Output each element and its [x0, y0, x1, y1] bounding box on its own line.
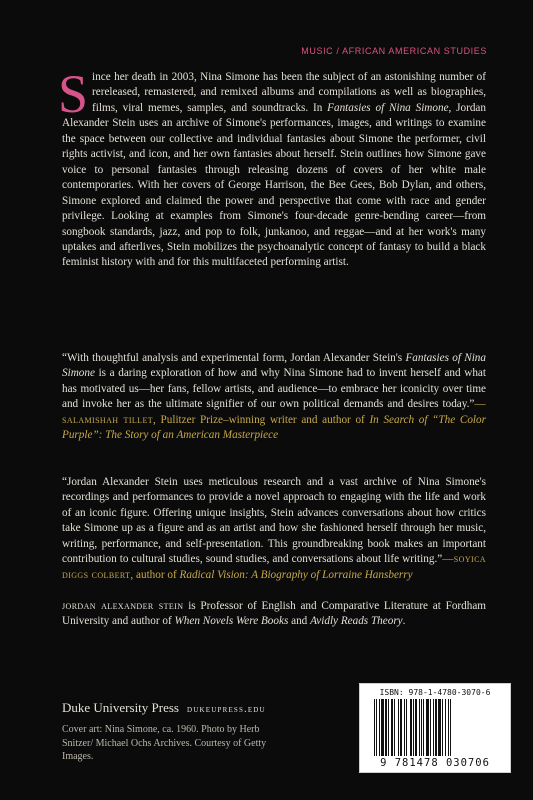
author-bio — [62, 599, 486, 630]
endorsement-1-credit-text: , Pulitzer Prize–winning writer and author of — [153, 413, 370, 426]
category-label: MUSIC / AFRICAN AMERICAN STUDIES — [301, 46, 487, 56]
endorsement-1-author: —salamishah tillet — [62, 398, 486, 426]
cover-art-credit: Cover art: Nina Simone, ca. 1960. Photo by Herb Snitzer/ Michael Ochs Archives. Courtesy of Getty Images. — [62, 724, 267, 762]
barcode-bars — [374, 699, 492, 756]
publisher-name: Duke University Press — [62, 700, 179, 715]
endorsement-2-book: Radical Vision: A Biography of Lorraine Hansberry — [179, 568, 413, 581]
endorsement-1-text-a: “With thoughtful analysis and experimental form, Jordan Alexander Stein's — [62, 352, 406, 364]
isbn-label: ISBN: 978-1-4780-3070-6 — [379, 688, 491, 697]
endorsement-2-author: —soyica diggs colbert — [62, 553, 486, 581]
barcode-digits: 9 781478 030706 — [380, 757, 490, 769]
endorsement-2 — [62, 475, 486, 583]
endorsement-1-book: In Search of “The Color Purple”: The Story of an American Masterpiece — [62, 413, 486, 442]
author-bio-end: . — [402, 615, 406, 628]
book-description — [58, 64, 486, 271]
endorsement-1 — [62, 351, 486, 444]
endorsement-1-title: Fantasies of Nina Simone — [62, 352, 486, 380]
publisher-line — [62, 700, 266, 716]
description-text-1: ince her death in 2003, Nina Simone has been the subject of an astonishing number of rereleased, remastered, and remixed albums and compilations as well as biographies, films, viral memes, samples, and soundtracks. In — [92, 71, 486, 114]
author-name: jordan alexander stein — [62, 600, 184, 612]
author-book-1: When Novels Were Books — [174, 615, 289, 628]
description-text-2: , Jordan Alexander Stein uses an archive of Simone's performances, images, and writings to examine the space between our collective and individual fantasies about Simone the performer, civil rights activist, and icon, and her own fantasies about herself. Stein outlines how Simone gave voice to personal fantasies through releasing dozens of covers of her white male contemporaries. With her covers of George Harrison, the Bee Gees, Bob Dylan, and others, Simone explored and claimed the power and perspective that come with race and gender privilege. Looking at examples from Simone's four-decade genre-bending career—from songbook standards, jazz, and pop to folk, junkanoo, and reggae—and at her work's many uptakes and afterlives, Stein mobilizes the psychoanalytic concept of fantasy to build a black feminist history with and for this multifaceted performing artist. — [62, 101, 486, 269]
endorsement-2-text: “Jordan Alexander Stein uses meticulous research and a vast archive of Nina Simone's recordings and performances to provide a novel approach to engaging with the life and work of an iconic figure. Offering unique insights, Stein advances conversations about how critics take Simone up as a figure and as an artist and how she fashioned herself through her music, writing, performance, and self-presentation. This groundbreaking book makes an important contribution to cultural studies, sound studies, and conversations about life writing.” — [62, 476, 486, 566]
endorsement-2-credit-text: , author of — [130, 568, 180, 581]
author-book-2: Avidly Reads Theory — [310, 615, 403, 628]
publisher-url: dukeupress.edu — [187, 704, 266, 715]
barcode — [359, 683, 511, 773]
author-bio-text: is Professor of English and Comparative Literature at Fordham University and author of — [62, 600, 487, 628]
drop-cap: S — [58, 64, 89, 124]
endorsement-1-text-b: is a daring exploration of how and why Nina Simone had to invent herself and what has motivated us—her fans, fellow artists, and audience—to embrace her iconicity over time and invoke her as the ultimate signifier of our own political demands and desires today.” — [62, 367, 486, 411]
description-book-title: Fantasies of Nina Simone — [327, 101, 449, 114]
author-bio-and: and — [288, 615, 311, 628]
